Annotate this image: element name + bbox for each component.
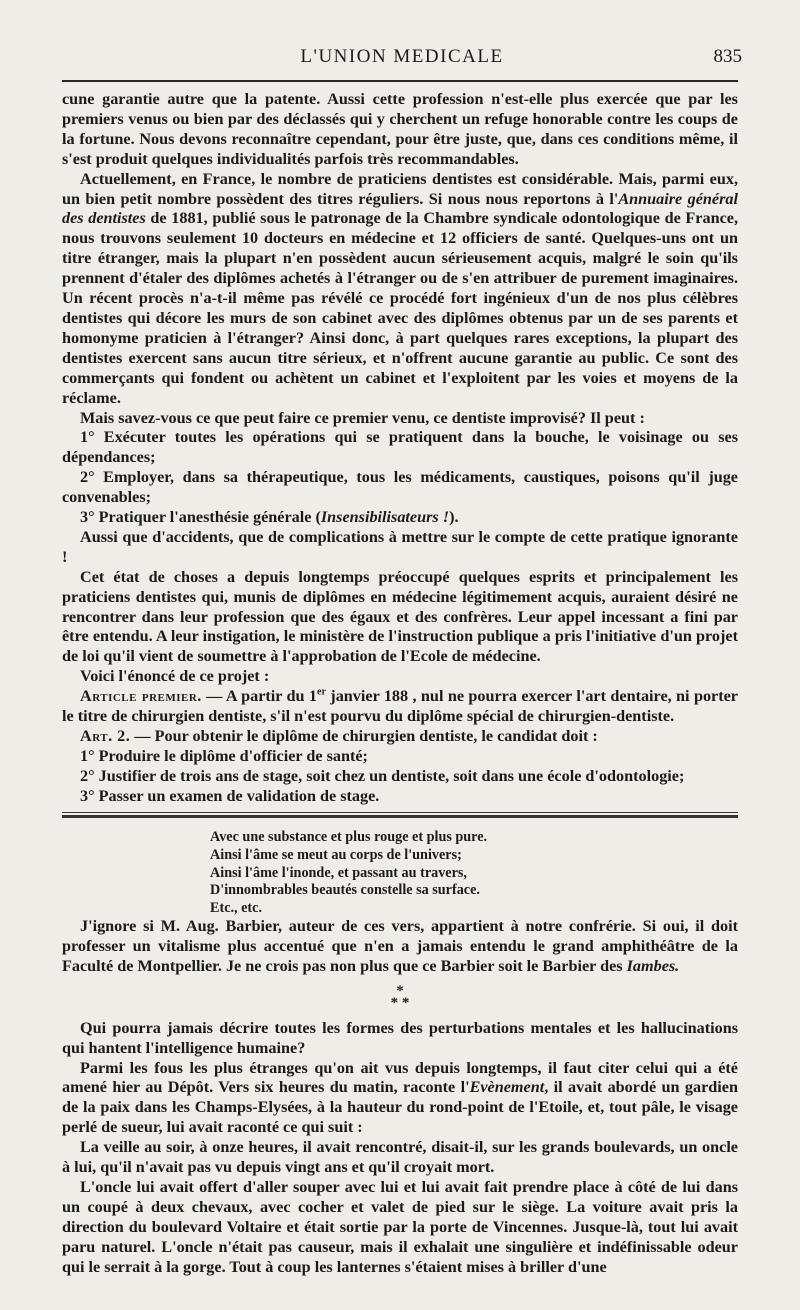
italic-title: Annuaire général des dentistes — [62, 189, 738, 228]
paragraph: La veille au soir, à onze heures, il avait rencontré, disait-il, sur les grands boulevards, un oncle à lui, qu'il n'avait pas vu depuis vingt ans et qu'il croyait mort. — [62, 1138, 738, 1177]
text-run: J'ignore si M. Aug. Barbier, auteur de ces vers, appartient à notre confrérie. Si oui, il doit professer un vitalisme plus accentué que n'en a jamais entendu le grand amphithéâtre de la Faculté de Montpellier. Je ne crois pas non plus que ce Barbier soit le Barbier des — [62, 917, 738, 975]
article-label: Article premier. — [80, 687, 202, 706]
italic-text: Insensibilisateurs ! — [320, 508, 450, 527]
text-run: de 1881, publié sous le patronage de la Chambre syndicale odontologique de France, nous trouvons seulement 10 docteurs en médecine et 12 officiers de santé. Quelques-uns ont un titre étranger, mais la plupart n'en possèdent aucun sérieusement acquis, malgré le soin qu'ils prennent d'étaler des diplômes achetés à l'étranger ou de s'en attribuer de purement imaginaires. Un récent procès n'a-t-il même pas révélé ce procédé fort ingénieux d'un de nos plus célèbres dentistes qui décore les murs de son cabinet avec des diplômes obtenus par un de ses parents et homonyme praticien à l'étranger? Ainsi donc, à part quelques rares exceptions, la plupart des dentistes exercent sans aucun titre sérieux, et n'offrent aucune garantie au public. Ce sont des commerçants qui fondent ou achètent un cabinet et l'exploitent par les voies et moyens de la réclame. — [62, 209, 738, 407]
paragraph: Cet état de choses a depuis longtemps préoccupé quelques esprits et principalement les praticiens dentistes qui, munis de diplômes en médecine légitimement acquis, auraient désiré ne rencontrer dans leur profession que des égaux et des confrères. Leur appel incessant a fini par être entendu. A leur instigation, le ministère de l'instruction publique a pris l'initiative d'un projet de loi qu'il vient de soumettre à l'approbation de l'Ecole de médecine. — [62, 567, 738, 666]
list-item: 2° Employer, dans sa thérapeutique, tous les médicaments, caustiques, poisons qu'il juge convenables; — [62, 468, 738, 507]
paragraph: Aussi que d'accidents, que de complications à mettre sur le compte de cette pratique ignorante ! — [62, 527, 738, 566]
asterism — [62, 982, 738, 1011]
page-header — [62, 46, 742, 72]
text-run: janvier 188 , nul ne pourra exercer l'art dentaire, ni porter le titre de chirurgien dentiste, s'il n'est pourvu du diplôme spécial de chirurgien-dentiste. — [62, 687, 738, 726]
running-title: L'UNION MEDICALE — [300, 46, 504, 67]
header-rule — [62, 80, 738, 82]
superscript: er — [317, 686, 326, 698]
paragraph: L'oncle lui avait offert d'aller souper avec lui et lui avait fait prendre place à côté de lui dans un coupé à deux chevaux, avec cocher et valet de pied sur le siège. La voiture avait pris la direction du boulevard Voltaire et était sortie par la porte de Vincennes. Jusque-là, tout lui avait paru naturel. L'oncle n'était pas causeur, mais il exhalait une singulière et indéfinissable odeur qui le serrait à la gorge. Tout à coup les lanternes s'étaient mises à briller d'une — [62, 1177, 738, 1276]
list-item: 3° Passer un examen de validation de stage. — [80, 786, 380, 805]
poem-line: Avec une substance et plus rouge et plus pure. — [210, 829, 488, 845]
poem-line: Ainsi l'âme se meut au corps de l'univers; — [210, 846, 462, 863]
paragraph: Qui pourra jamais décrire toutes les formes des perturbations mentales et les hallucinations qui hantent l'intelligence humaine? — [62, 1018, 738, 1057]
list-item: 2° Justifier de trois ans de stage, soit chez un dentiste, soit dans une école d'odontologie; — [80, 766, 685, 785]
article-1 — [62, 687, 738, 727]
paragraph: cune garantie autre que la patente. Aussi cette profession n'est-elle plus exercée que par les premiers venus ou bien par des déclassés qui y cherchent un refuge honorable contre les coups de la fortune. Nous devons reconnaître cependant, pour être juste, que, dans ces conditions même, il s'est produit quelques individualités parfois très recommandables. — [62, 90, 738, 168]
paragraph — [62, 1059, 738, 1139]
text-run: 3° Pratiquer l'anesthésie générale ( — [80, 508, 321, 527]
text-run: — Pour obtenir le diplôme de chirurgien dentiste, le candidat doit : — [130, 727, 598, 745]
paragraph — [62, 917, 738, 977]
poem-line: Ainsi l'âme l'inonde, et passant au travers, — [210, 864, 467, 881]
section-separator — [62, 812, 738, 818]
paragraph: Voici l'énoncé de ce projet : — [80, 667, 270, 686]
paragraph: Mais savez-vous ce que peut faire ce premier venu, ce dentiste improvisé? Il peut : — [80, 408, 645, 427]
text-run: Actuellement, en France, le nombre de praticiens dentistes est considérable. Mais, parmi eux, un bien petit nombre possèdent des titres réguliers. Si nous nous reportons à l' — [62, 169, 738, 208]
poem-line: D'innombrables beautés constelle sa surface. — [210, 882, 480, 899]
page-number: 835 — [713, 46, 742, 67]
asterism-top: * — [396, 982, 404, 999]
text-run: Parmi les fous les plus étranges qu'on ait vus depuis longtemps, il faut citer celui qui a été amené hier au Dépôt. Vers six heures du matin, raconte l' — [62, 1058, 738, 1097]
main-text-block — [62, 90, 738, 807]
paragraph — [62, 170, 738, 409]
poem-quote — [210, 829, 710, 918]
text-run: ). — [449, 508, 459, 527]
italic-title: Evènement — [469, 1078, 545, 1097]
italic-title: Iambes. — [626, 956, 680, 975]
asterism-bottom: * * — [390, 994, 410, 1011]
list-item: 1° Exécuter toutes les opérations qui se pratiquent dans la bouche, le voisinage ou ses dépendances; — [62, 428, 738, 467]
text-run: — A partir du 1 — [201, 687, 318, 706]
article-label: Art. 2. — [80, 727, 131, 745]
poem-line: Etc., etc. — [210, 900, 262, 917]
list-item — [62, 508, 738, 528]
second-text-block — [62, 917, 738, 1278]
text-run: , il avait abordé un gardien de la paix dans les Champs-Elysées, à la hauteur du rond-point de l'Etoile, et, tout pâle, le visage perlé de sueur, lui avait raconté ce qui suit : — [62, 1078, 738, 1137]
article-2 — [62, 727, 738, 747]
list-item: 1° Produire le diplôme d'officier de santé; — [80, 746, 368, 765]
